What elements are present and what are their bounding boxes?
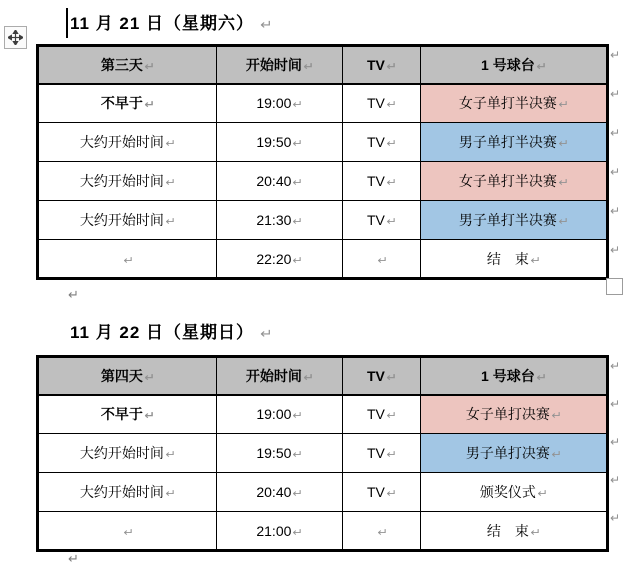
header-row (38, 357, 608, 395)
header-tv-label: TV (366, 56, 385, 73)
header-start-time-label: 开始时间 (245, 56, 302, 73)
paragraph-mark: ↵ (536, 60, 547, 73)
empty-paragraph-mark: ↵ (68, 551, 79, 566)
paragraph-mark: ↵ (386, 488, 397, 500)
cell-tv[interactable] (343, 473, 421, 512)
cell-event[interactable] (421, 434, 608, 473)
row-end-mark: ↵ (610, 204, 621, 218)
paragraph-mark: ↵ (123, 254, 134, 267)
paragraph-mark: ↵ (303, 371, 314, 384)
cell-event-text: 男子单打半决赛 (458, 212, 557, 228)
paragraph-mark: ↵ (292, 410, 304, 423)
cell-time-text: 21:30 (256, 212, 292, 228)
row-end-mark: ↵ (610, 48, 621, 62)
paragraph-mark: ↵ (386, 216, 397, 228)
cell-day-text: 大约开始时间 (79, 212, 164, 228)
row-end-mark: ↵ (610, 243, 621, 257)
cell-event[interactable] (421, 84, 608, 123)
cell-event[interactable] (421, 395, 608, 434)
cell-event[interactable] (421, 240, 608, 279)
header-court-label: 1 号球台 (481, 56, 535, 73)
cell-tv-text: TV (366, 445, 385, 461)
paragraph-mark: ↵ (558, 138, 569, 150)
paragraph-mark: ↵ (292, 99, 304, 112)
paragraph-mark: ↵ (165, 488, 176, 500)
row-end-mark: ↵ (610, 473, 621, 487)
date-heading-saturday-text: 11 月 21 日（星期六） (70, 14, 255, 33)
cell-day[interactable] (38, 434, 217, 473)
paragraph-mark: ↵ (551, 449, 562, 461)
cell-time-text: 22:20 (256, 250, 292, 267)
cell-day-text: 不早于 (100, 95, 143, 112)
table-row (38, 201, 608, 240)
paragraph-mark: ↵ (530, 526, 541, 539)
cell-day-text: 大约开始时间 (79, 445, 164, 461)
cell-tv-text: TV (366, 212, 385, 228)
header-day-label: 第三天 (100, 56, 143, 73)
table-move-handle[interactable] (4, 26, 27, 49)
cell-time[interactable] (217, 162, 343, 201)
header-court[interactable] (421, 357, 608, 395)
paragraph-mark: ↵ (386, 410, 397, 423)
cell-day-text: 不早于 (100, 406, 143, 423)
paragraph-mark: ↵ (386, 60, 397, 73)
cell-event-text: 结 束 (486, 522, 529, 539)
paragraph-mark: ↵ (144, 410, 155, 423)
paragraph-mark: ↵ (260, 17, 274, 32)
cell-event-text: 女子单打半决赛 (458, 173, 557, 189)
cell-tv[interactable] (343, 512, 421, 551)
paragraph-mark: ↵ (551, 410, 562, 423)
header-start-time-label: 开始时间 (245, 367, 302, 384)
paragraph-mark: ↵ (144, 99, 155, 112)
row-end-mark: ↵ (610, 359, 621, 373)
header-start-time[interactable] (217, 357, 343, 395)
cell-time[interactable] (217, 201, 343, 240)
paragraph-mark: ↵ (144, 60, 155, 73)
cell-day[interactable] (38, 123, 217, 162)
paragraph-mark: ↵ (536, 371, 547, 384)
cell-time-text: 21:00 (256, 522, 292, 539)
cell-event[interactable] (421, 201, 608, 240)
paragraph-mark: ↵ (558, 99, 569, 112)
cell-tv-text: TV (366, 173, 385, 189)
cell-tv[interactable] (343, 201, 421, 240)
header-start-time[interactable] (217, 46, 343, 84)
cell-event[interactable] (421, 473, 608, 512)
paragraph-mark: ↵ (558, 177, 569, 189)
cell-event-text: 男子单打决赛 (465, 445, 550, 461)
cell-day[interactable] (38, 473, 217, 512)
cell-day[interactable] (38, 162, 217, 201)
row-end-mark: ↵ (610, 165, 621, 179)
cell-tv[interactable] (343, 240, 421, 279)
header-court-label: 1 号球台 (481, 367, 535, 384)
paragraph-mark: ↵ (530, 254, 541, 267)
cell-tv-text: TV (366, 95, 385, 112)
paragraph-mark: ↵ (292, 177, 304, 189)
paragraph-mark: ↵ (292, 138, 304, 150)
cell-tv-text: TV (366, 406, 385, 423)
cell-day-text: 大约开始时间 (79, 173, 164, 189)
header-row (38, 46, 608, 84)
schedule-table-sunday (36, 355, 609, 552)
cell-time-text: 19:50 (256, 445, 292, 461)
paragraph-mark: ↵ (260, 326, 274, 341)
cell-time-text: 20:40 (256, 173, 292, 189)
header-day[interactable] (38, 46, 217, 84)
cell-day[interactable] (38, 395, 217, 434)
cell-time[interactable] (217, 395, 343, 434)
table-row (38, 240, 608, 279)
cell-time[interactable] (217, 473, 343, 512)
empty-paragraph-mark: ↵ (68, 287, 79, 302)
cell-time[interactable] (217, 240, 343, 279)
cell-event[interactable] (421, 123, 608, 162)
row-end-mark: ↵ (610, 511, 621, 525)
cell-tv-text: TV (366, 484, 385, 500)
paragraph-mark: ↵ (386, 177, 397, 189)
row-end-mark: ↵ (610, 435, 621, 449)
cell-day[interactable] (38, 512, 217, 551)
cell-tv-text: TV (366, 134, 385, 150)
table-row (38, 84, 608, 123)
table-row (38, 395, 608, 434)
paragraph-mark: ↵ (537, 488, 548, 500)
cell-time[interactable] (217, 123, 343, 162)
table-row (38, 434, 608, 473)
header-tv[interactable] (343, 357, 421, 395)
cell-day-text: 大约开始时间 (79, 134, 164, 150)
cell-tv[interactable] (343, 123, 421, 162)
schedule-table-saturday (36, 44, 609, 280)
date-heading-sunday-text: 11 月 22 日（星期日） (70, 323, 255, 342)
cell-tv[interactable] (343, 395, 421, 434)
header-tv[interactable] (343, 46, 421, 84)
cell-tv[interactable] (343, 434, 421, 473)
paragraph-mark: ↵ (144, 371, 155, 384)
cell-event-text: 女子单打决赛 (465, 406, 550, 423)
paragraph-mark: ↵ (303, 60, 314, 73)
cell-time-text: 20:40 (256, 484, 292, 500)
header-court[interactable] (421, 46, 608, 84)
cell-day[interactable] (38, 240, 217, 279)
paragraph-mark: ↵ (292, 216, 304, 228)
paragraph-mark: ↵ (386, 449, 397, 461)
paragraph-mark: ↵ (292, 254, 304, 267)
date-heading-saturday (70, 9, 273, 34)
row-end-mark: ↵ (610, 397, 621, 411)
cell-time-text: 19:00 (256, 95, 292, 112)
cell-event[interactable] (421, 162, 608, 201)
table-row (38, 162, 608, 201)
header-tv-label: TV (366, 367, 385, 384)
cell-time-text: 19:50 (256, 134, 292, 150)
cell-time-text: 19:00 (256, 406, 292, 423)
header-day[interactable] (38, 357, 217, 395)
cell-tv[interactable] (343, 84, 421, 123)
paragraph-mark: ↵ (165, 177, 176, 189)
paragraph-mark: ↵ (165, 216, 176, 228)
table-resize-handle[interactable] (606, 278, 623, 295)
cell-day[interactable] (38, 84, 217, 123)
move-arrows-icon (8, 30, 23, 45)
paragraph-mark: ↵ (377, 254, 388, 267)
paragraph-mark: ↵ (165, 449, 176, 461)
cell-event-text: 结 束 (486, 250, 529, 267)
cell-day[interactable] (38, 201, 217, 240)
cell-event-text: 颁奖仪式 (479, 484, 536, 500)
table-row (38, 123, 608, 162)
paragraph-mark: ↵ (165, 138, 176, 150)
paragraph-mark: ↵ (386, 99, 397, 112)
table-row (38, 512, 608, 551)
table-row (38, 473, 608, 512)
paragraph-mark: ↵ (558, 216, 569, 228)
cell-tv[interactable] (343, 162, 421, 201)
cell-event-text: 女子单打半决赛 (458, 95, 557, 112)
cell-event-text: 男子单打半决赛 (458, 134, 557, 150)
paragraph-mark: ↵ (386, 371, 397, 384)
paragraph-mark: ↵ (386, 138, 397, 150)
cell-event[interactable] (421, 512, 608, 551)
row-end-mark: ↵ (610, 87, 621, 101)
paragraph-mark: ↵ (292, 488, 304, 500)
paragraph-mark: ↵ (123, 526, 134, 539)
paragraph-mark: ↵ (292, 526, 304, 539)
cell-day-text: 大约开始时间 (79, 484, 164, 500)
cell-time[interactable] (217, 434, 343, 473)
date-heading-sunday (70, 318, 273, 343)
paragraph-mark: ↵ (377, 526, 388, 539)
paragraph-mark: ↵ (292, 449, 304, 461)
row-end-mark: ↵ (610, 126, 621, 140)
text-cursor (66, 8, 68, 38)
cell-time[interactable] (217, 84, 343, 123)
cell-time[interactable] (217, 512, 343, 551)
header-day-label: 第四天 (100, 367, 143, 384)
